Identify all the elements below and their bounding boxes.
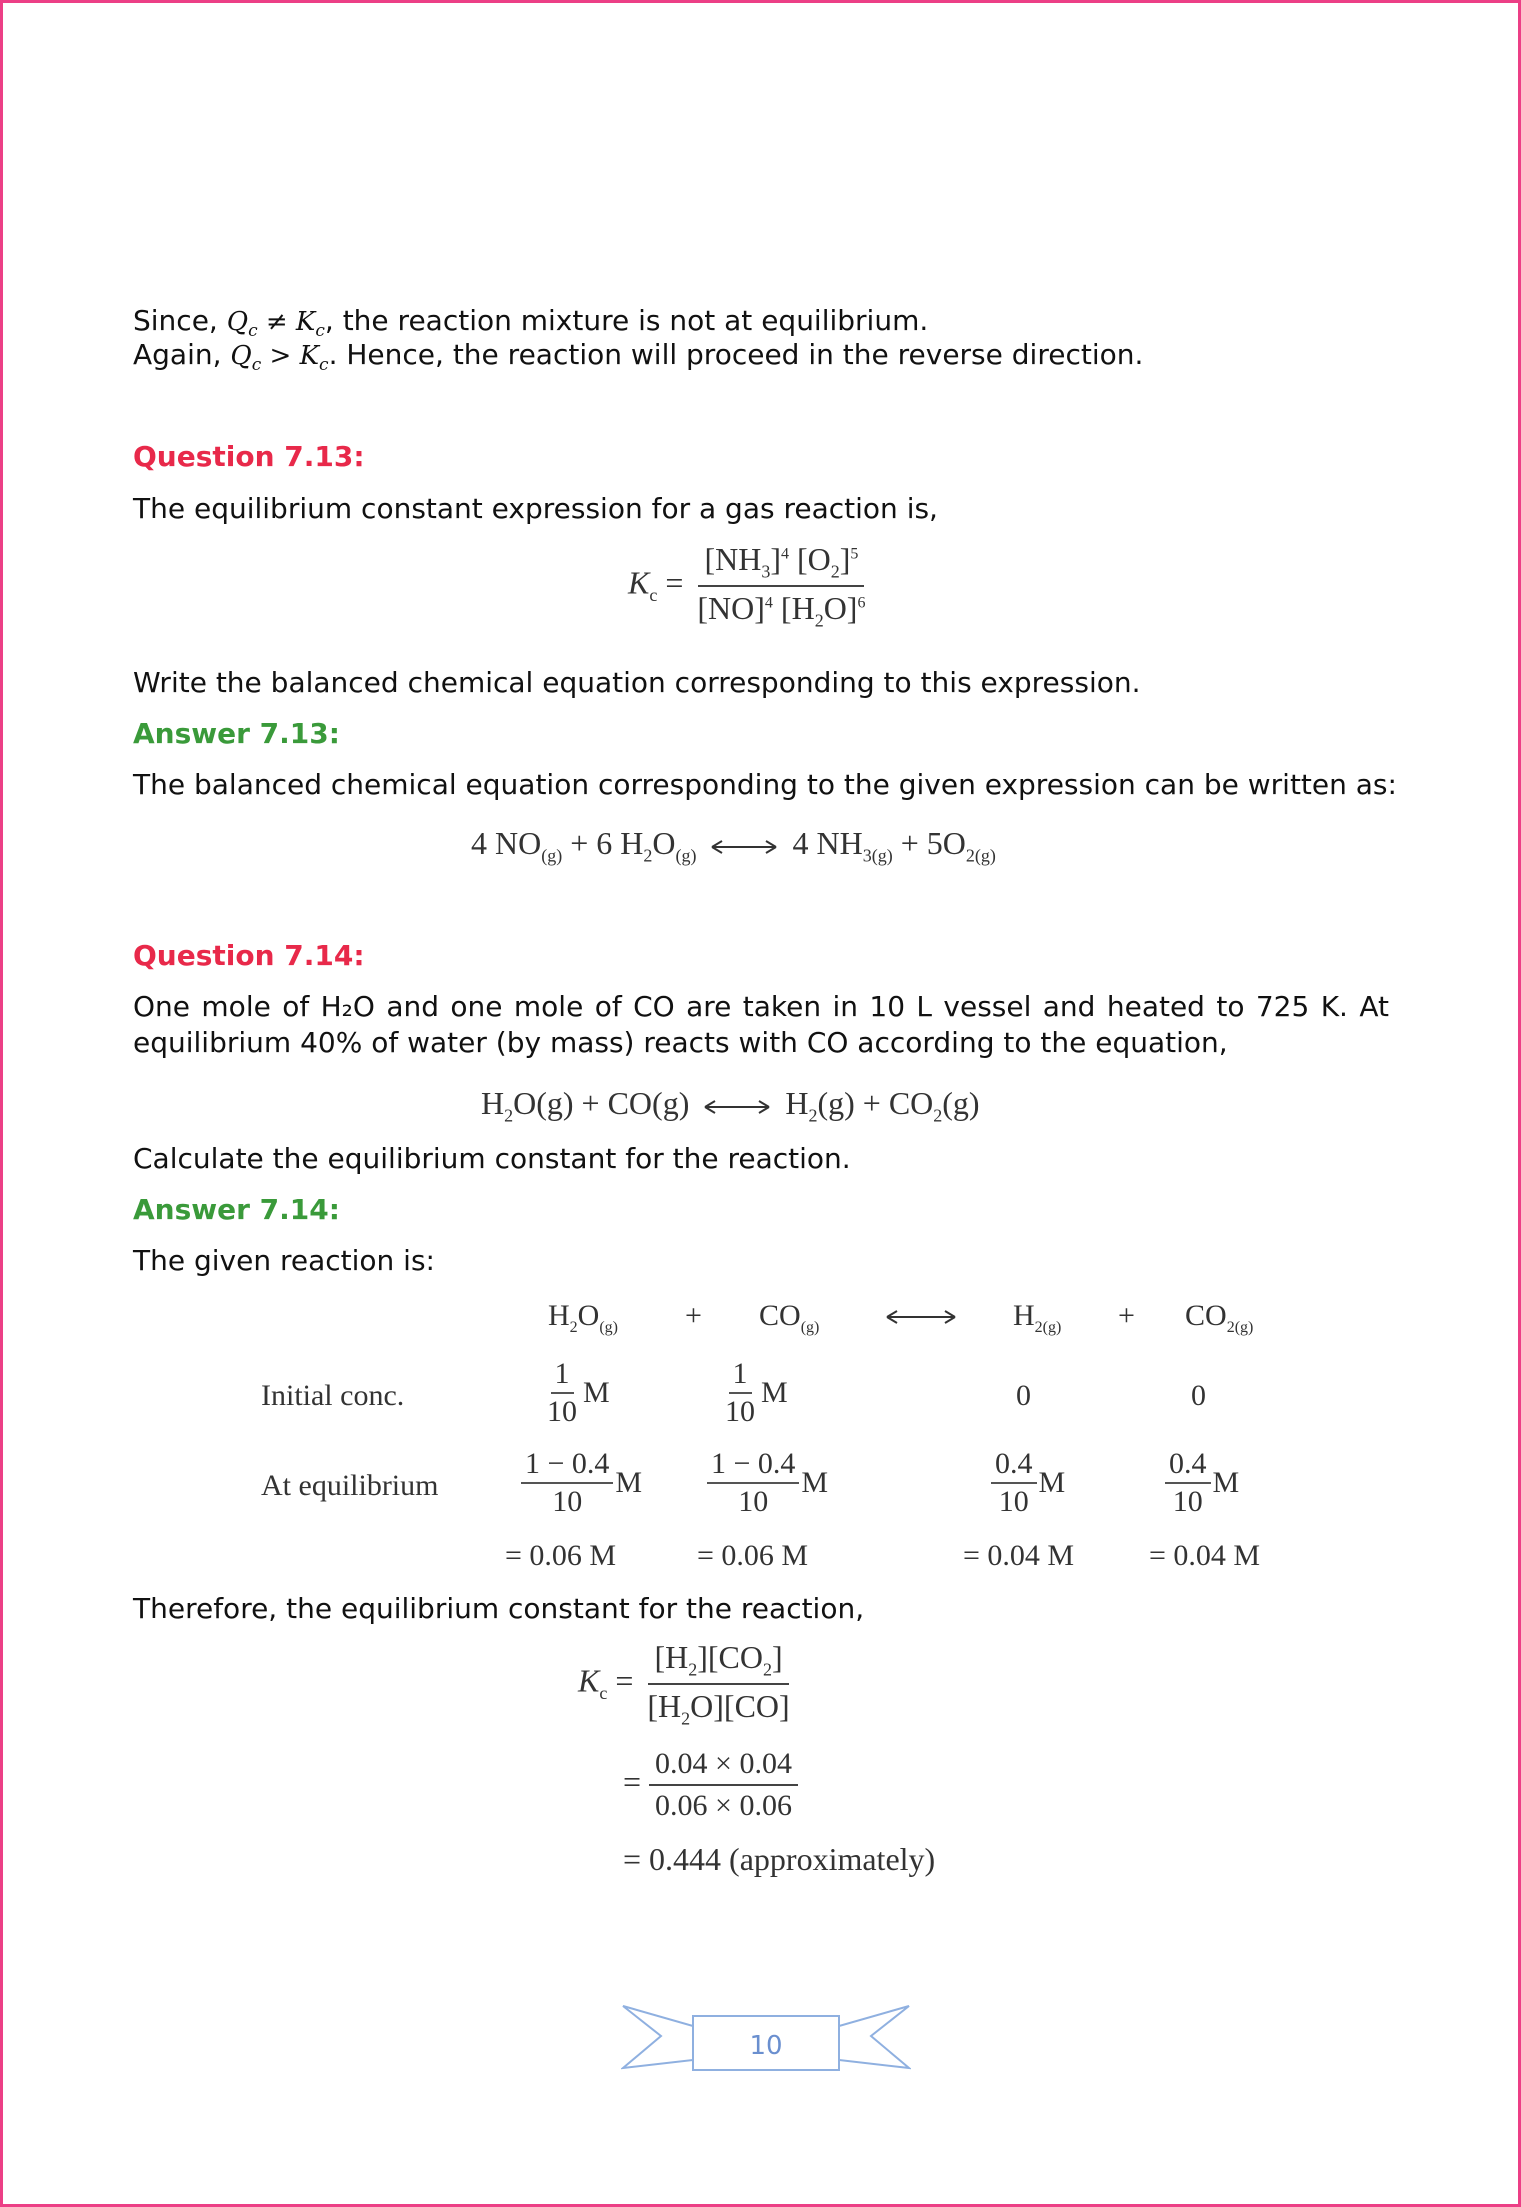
eq-co: 1 − 0.4 10 M [707,1449,828,1517]
answer-7-14-intro: The given reaction is: [133,1244,435,1277]
row-label-initial: Initial conc. [261,1379,405,1412]
species-h2: $H_{2(g)}$ [1013,1299,1062,1336]
balanced-equation-7-13: 4 $NO_{(g)} + 6$ $H_2O_{(g)}$ 4 $NH_{3(g)} + 5O_{2(g)}$ [471,825,996,866]
question-7-13-heading: Question 7.13: [133,440,365,473]
value-h2o: = 0.06 M [505,1539,617,1572]
row-label-equilibrium: At equilibrium [261,1469,439,1502]
answer-7-14-heading: Answer 7.14: [133,1193,340,1226]
initial-co2: 0 [1191,1379,1206,1412]
intro-line-2: Again, $Q_c > K_c$. Hence, the reaction will proceed in the reverse direction. [133,338,1144,376]
value-co: = 0.06 M [697,1539,809,1572]
species-co2: $CO_{2(g)}$ [1185,1299,1254,1336]
kc-calculation: $K_c$ = $\frac{[H_2][CO_2]}{[H_2O][CO]}$ [578,1639,790,1729]
initial-co: 1 10 M [725,1357,788,1428]
kc-expression-7-13: $K_c$ = $\frac{[NH_3]^4 [O_2]^5}{[NO]^4 [H_2O]^6}$ [628,541,871,632]
therefore-text: Therefore, the equilibrium constant for the reaction, [133,1592,865,1625]
equilibrium-arrow-icon [881,1307,961,1327]
species-h2o: $H_2O_{(g)}$ [548,1299,618,1336]
value-h2: = 0.04 M [963,1539,1075,1572]
question-7-13-end: Write the balanced chemical equation corresponding to this expression. [133,666,1141,699]
eq-co2: 0.4 10 M [1165,1449,1239,1517]
answer-7-13-heading: Answer 7.13: [133,717,340,750]
reaction-equation-7-14: $H_2O(g) + CO(g) H_2(g) + CO_2(g)$ [481,1085,980,1126]
eq-h2o: 1 − 0.4 10 M [521,1449,642,1517]
species-co: $CO_{(g)}$ [759,1299,820,1336]
answer-7-13-text: The balanced chemical equation corresponding to the given expression can be written as: [133,768,1397,801]
initial-h2: 0 [1016,1379,1031,1412]
intro-line-1: Since, $Q_c \ne K_c$, the reaction mixture is not at equilibrium. [133,304,929,342]
eq-h2: 0.4 10 M [991,1449,1065,1517]
kc-fraction: $\frac{[NH_3]^4 [O_2]^5}{[NO]^4 [H_2O]^6}$ [697,541,866,631]
equilibrium-arrow-icon [697,1097,777,1117]
plus-sign-1: + [685,1299,702,1332]
kc-step-2: = $\frac{0.04 \times 0.04}{0.06 \times 0.06}$ [623,1747,798,1823]
kc-result: = 0.444 (approximately) [623,1841,936,1877]
page-number: 10 [749,2031,783,2061]
plus-sign-2: + [1118,1299,1135,1332]
value-co2: = 0.04 M [1149,1539,1261,1572]
question-7-14-heading: Question 7.14: [133,939,365,972]
initial-h2o: 1 10 M [547,1357,610,1428]
question-7-13-text: The equilibrium constant expression for a gas reaction is, [133,492,938,525]
question-7-14-end: Calculate the equilibrium constant for the reaction. [133,1142,851,1175]
equilibrium-arrow-icon [704,837,784,857]
question-7-14-text: One mole of H₂O and one mole of CO are taken in 10 L vessel and heated to 725 K. At equilibrium 40% of water (by mass) reacts with CO according to the equation, [133,990,1389,1059]
